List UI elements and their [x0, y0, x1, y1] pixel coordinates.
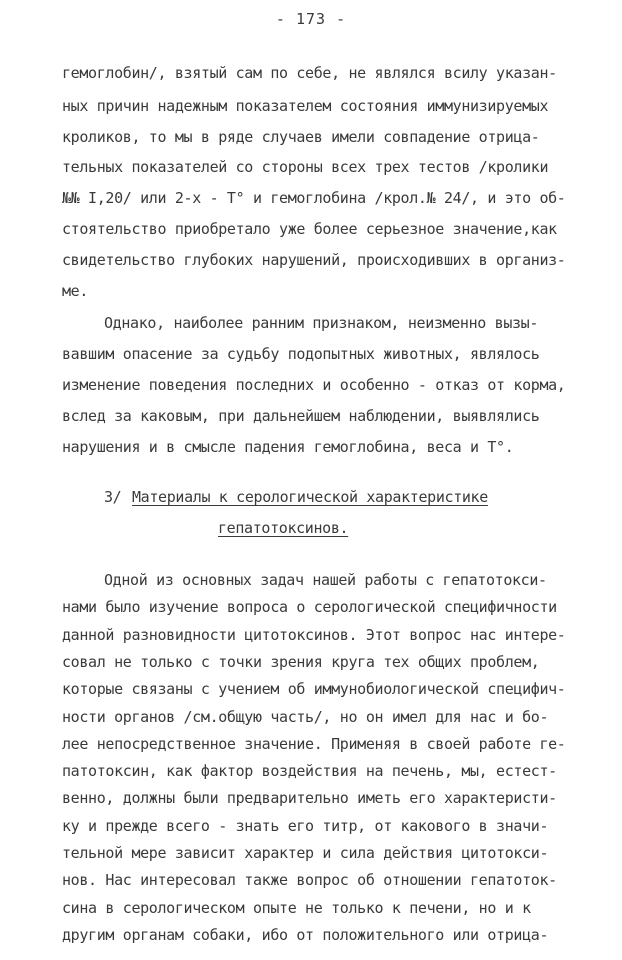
- section-heading: Материалы к серологической характеристике: [132, 488, 488, 506]
- text-line: тельных показателей со стороны всех трех тестов /кролики: [62, 158, 549, 176]
- text-line: нов. Нас интересовал также вопрос об отношении гепатоток-: [62, 871, 557, 890]
- page-number: - 173 -: [275, 10, 347, 28]
- text-line: сина в серологическом опыте не только к печени, но и к: [62, 898, 531, 917]
- text-line: №№ I,20/ или 2-х - Т° и гемоглобина /крол.№ 24/, и это об-: [62, 189, 566, 207]
- text-line: которые связаны с учением об иммунобиологической специфич-: [62, 680, 566, 699]
- text-line: изменение поведения последних и особенно - отказ от корма,: [62, 376, 566, 394]
- text-line: гемоглобин/, взятый сам по себе, не являлся всилу указан-: [62, 64, 557, 82]
- text-line: тельной мере зависит характер и сила действия цитотокси-: [62, 844, 549, 862]
- text-line: кроликов, то мы в ряде случаев имели совпадение отрица-: [62, 128, 540, 146]
- text-line: лее непосредственное значение. Применяя в своей работе ге-: [62, 734, 566, 753]
- text-line: Однако, наиболее ранним признаком, неизменно вызы-: [104, 314, 539, 332]
- text-line: данной разновидности цитотоксинов. Этот вопрос нас интере-: [62, 625, 566, 644]
- text-line: вслед за каковым, при дальнейшем наблюдении, выявлялись: [62, 407, 540, 425]
- text-line: ных причин надежным показателем состояния иммунизируемых: [62, 97, 549, 115]
- text-line: патотоксин, как фактор воздействия на печень, мы, естест-: [62, 762, 557, 781]
- text-line: Одной из основных задач нашей работы с гепатотокси-: [104, 571, 547, 589]
- text-line: совал не только с точки зрения круга тех общих проблем,: [62, 652, 540, 671]
- text-line: свидетельство глубоких нарушений, происходивших в организ-: [62, 251, 566, 269]
- text-line: венно, должны были предварительно иметь его характеристи-: [62, 789, 557, 808]
- text-line: нами было изучение вопроса о серологической специфичности: [62, 598, 557, 617]
- section-number: 3/: [104, 488, 122, 506]
- text-line: ку и прежде всего - знать его титр, от какового в значи-: [62, 816, 549, 835]
- text-line: ме.: [62, 282, 89, 300]
- text-line: другим органам собаки, ибо от положительного или отрица-: [62, 925, 549, 944]
- text-line: вавшим опасение за судьбу подопытных животных, являлось: [62, 345, 540, 363]
- section-heading-continued: гепатотоксинов.: [218, 519, 349, 537]
- text-line: стоятельство приобретало уже более серьезное значение,как: [62, 220, 557, 238]
- text-line: нарушения и в смысле падения гемоглобина, веса и Т°.: [62, 438, 514, 456]
- text-line: ности органов /см.общую часть/, но он имел для нас и бо-: [62, 707, 549, 726]
